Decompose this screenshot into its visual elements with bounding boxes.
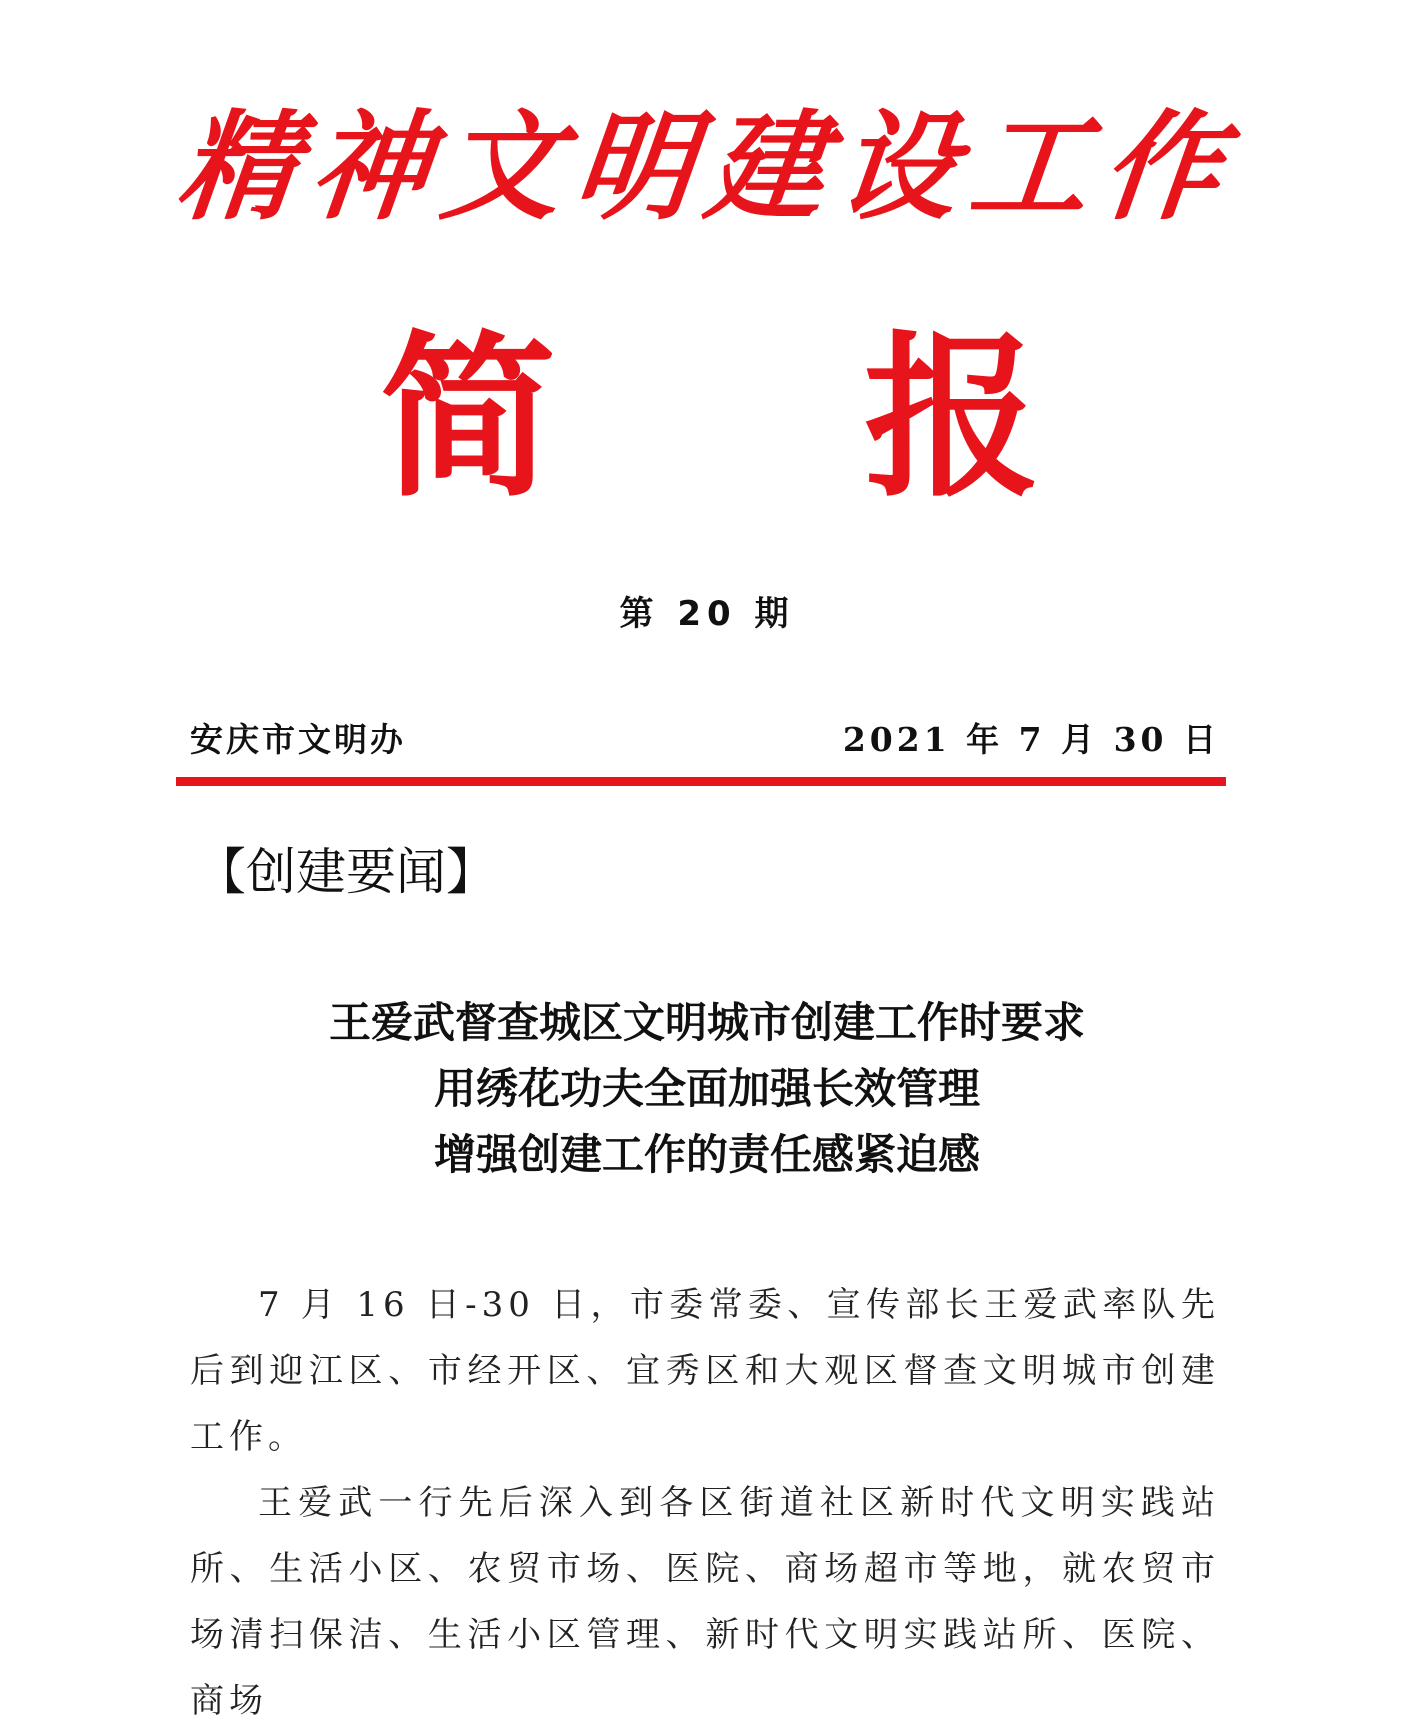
headline-line-3: 增强创建工作的责任感紧迫感 <box>433 1130 980 1179</box>
issuing-organization: 安庆市文明办 <box>190 720 406 759</box>
body-paragraph-2: 王爱武一行先后深入到各区街道社区新时代文明实践站所、生活小区、农贸市场、医院、商场超市等地，就农贸市场清扫保洁、生活小区管理、新时代文明实践站所、医院、商场 <box>190 1483 1220 1721</box>
article-body <box>190 1272 1220 1734</box>
body-paragraph-1: 7 月 16 日-30 日，市委常委、宣传部长王爱武率队先后到迎江区、市经开区、宜秀区和大观区督查文明城市创建工作。 <box>190 1285 1220 1457</box>
headline-line-2: 用绣花功夫全面加强长效管理 <box>433 1064 980 1113</box>
issue-date: 2021 年 7 月 30 日 <box>842 720 1220 759</box>
masthead-title: 精神文明建设工作 <box>171 97 1243 236</box>
issue-number: 第 20 期 <box>619 594 795 634</box>
article-headline <box>0 990 1414 1188</box>
masthead-sub-right: 报 <box>863 314 1040 521</box>
section-tag: 【创建要闻】 <box>196 843 496 901</box>
masthead-sub-left: 简 <box>380 314 557 521</box>
headline-line-1: 王爱武督查城区文明城市创建工作时要求 <box>328 998 1085 1047</box>
masthead-subtitle <box>380 314 1040 521</box>
meta-row <box>190 718 1220 762</box>
red-divider <box>176 777 1226 786</box>
